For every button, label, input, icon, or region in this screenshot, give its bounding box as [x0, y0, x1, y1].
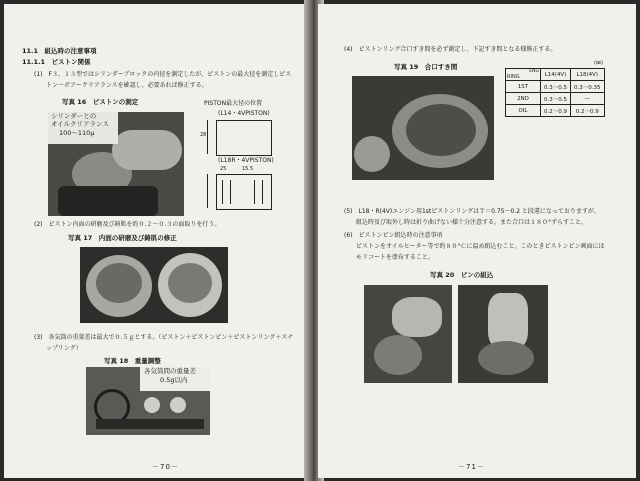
table-col-l18: L18(4V)	[571, 69, 605, 81]
photo-pin-insertion-left	[364, 285, 452, 383]
table-cell-l14: 0.3～0.5	[541, 93, 571, 105]
photo18-caption: 写真 18 重量調整	[104, 357, 161, 365]
section-heading: 11.1 組込時の注意事項	[22, 47, 97, 55]
item1-line1: (1) F３，１３型ではシリンダーブロックの内径を測定したが、ピストンの最大径を測定しピス	[34, 71, 292, 78]
item6-line2: ピストンをオイルヒーター等で約８０°Ｃに温め組込むこと。このときピストンピン画面には	[356, 243, 605, 250]
photo16-label-line1: シリンダーとの	[51, 112, 97, 120]
right-page-number: －71－	[458, 463, 485, 471]
item6-line3: モリコートを塗布すること。	[356, 254, 434, 261]
photo16-caption: 写真 16 ピストンの測定	[62, 98, 139, 106]
table-cell-ring: 1ST	[506, 81, 541, 93]
item5-line1: (5) L18・R(4V)エンジン用1stピストンリングはＴ＝0.75～0.2 と段違になっておりますが、	[344, 208, 600, 215]
diagram-dim-l18-b: 15.5	[242, 166, 254, 172]
table-cell-l18: —	[571, 93, 605, 105]
item6-line1: (6) ピストンピン組込時の注意事項	[344, 232, 443, 239]
item3-line2: ップリング）	[46, 345, 82, 352]
photo18-label-line1: 各気筒間の重量差	[144, 367, 196, 375]
piston-outline-l18	[216, 174, 272, 210]
item1-line2: トン～ボアークリアランスを確認し、必要あれば修正する。	[46, 82, 208, 89]
diagram-dim-l14: 28	[200, 132, 207, 138]
photo17-caption: 写真 17 内面の研磨及び鋳肌の修正	[68, 234, 177, 242]
table-cell-l14: 0.3～0.5	[541, 81, 571, 93]
table-header-eng: ENG	[529, 69, 539, 74]
table-cell-ring: OIL	[506, 105, 541, 117]
table-unit: (㎜)	[594, 60, 603, 66]
diagram-label-l18: (L18R・4VPISTON)	[218, 157, 274, 164]
ring-gap-table	[505, 68, 605, 117]
diagram-title: PISTON最大径の位置	[204, 100, 263, 107]
table-cell-l18: 0.2～0.9	[571, 105, 605, 117]
left-page	[4, 4, 310, 478]
item5-line2: 組込時及び取外し時は折り曲げない様十分注意する。また合口は１８０°ずらすこと。	[356, 219, 588, 226]
item2-text: (2) ピストン内面の研磨及び鋳肌を約０.２～０.３の面取りを行う。	[34, 221, 221, 228]
right-page	[318, 4, 636, 478]
photo16-label-line3: 100～110μ	[59, 129, 95, 137]
photo16-label-line2: オイルクリアランス	[51, 120, 109, 128]
table-row	[506, 93, 605, 105]
photo-weight-scale	[86, 367, 210, 435]
photo20-caption: 写真 20 ピンの組込	[430, 271, 494, 279]
photo18-label-line2: 0.5g以内	[160, 376, 188, 384]
table-cell-l18: 0.3～0.35	[571, 81, 605, 93]
table-col-l14: L14(4V)	[541, 69, 571, 81]
table-header-ring: RING	[507, 74, 520, 80]
table-cell-ring: 2ND	[506, 93, 541, 105]
subsection-heading: 11.1.1 ピストン関係	[22, 58, 91, 66]
photo-pin-insertion-right	[458, 285, 548, 383]
photo19-caption: 写真 19 合口すき間	[394, 63, 458, 71]
photo-piston-interior	[80, 247, 228, 323]
left-page-number: －70－	[152, 463, 179, 471]
table-row	[506, 81, 605, 93]
item3-line1: (3) 各気筒の重量差は最大で０.５ｇとする。（ピストン＋ピストンピン＋ピストンリング＋スナ	[34, 334, 294, 341]
table-cell-l14: 0.2～0.9	[541, 105, 571, 117]
diagram-dim-l18-a: 25	[220, 166, 227, 172]
diagram-label-l14: (L14・4VPISTON)	[218, 110, 270, 117]
table-row	[506, 105, 605, 117]
piston-outline-l14	[216, 120, 272, 156]
photo-ring-gap	[352, 76, 494, 180]
item4-text: (4) ピストンリング合口すき間を必ず測定し、下記すき間となる様修正する。	[344, 46, 557, 53]
